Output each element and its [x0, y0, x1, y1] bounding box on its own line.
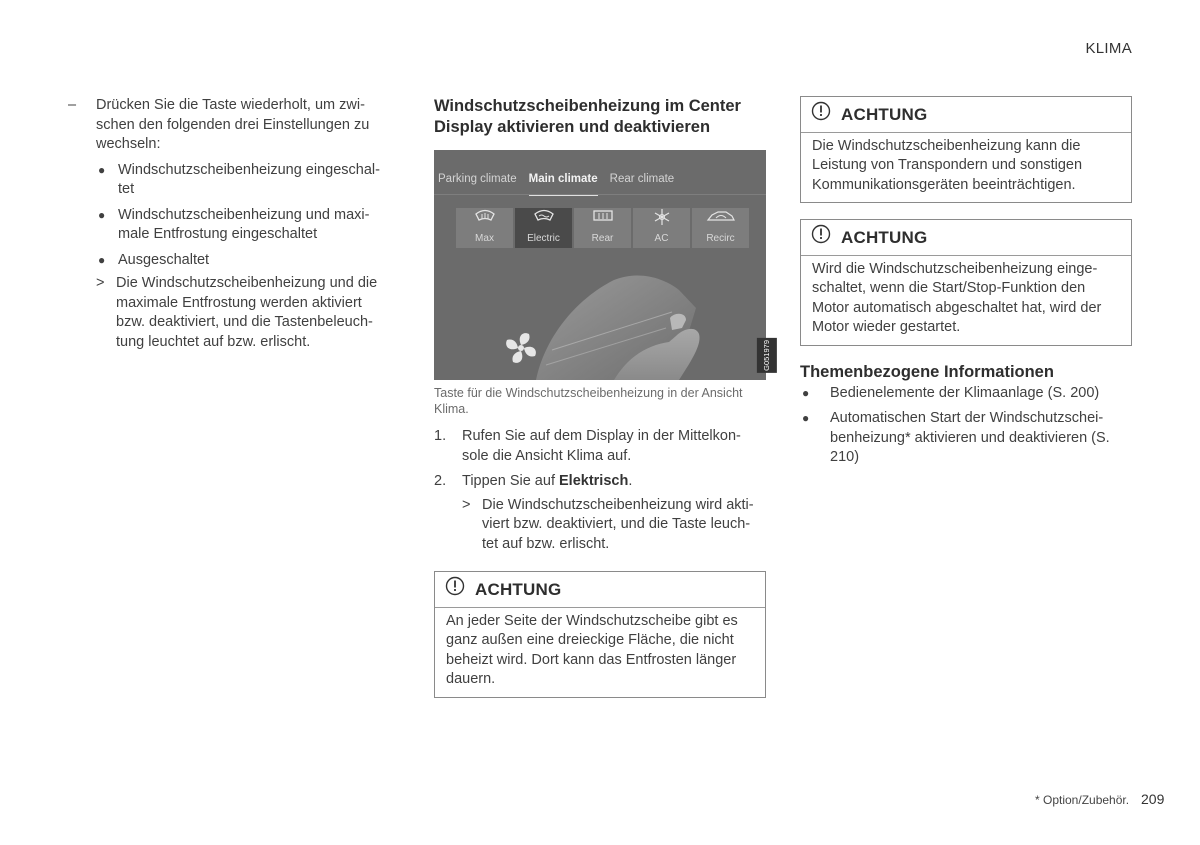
button-reference: Elektrisch: [559, 473, 629, 489]
climate-button-row: [456, 208, 749, 248]
warning-title: ACHTUNG: [841, 227, 928, 247]
footnote: * Option/Zubehör.: [1035, 793, 1130, 807]
column-middle: [434, 96, 771, 698]
bullet-icon: ●: [98, 162, 106, 177]
step-text: [462, 472, 766, 492]
numbered-step: [434, 427, 766, 466]
max-defrost-button[interactable]: Max: [456, 208, 513, 248]
bullet-icon: ●: [802, 411, 810, 425]
instruction-step: [68, 96, 390, 155]
info-circle-icon: [811, 101, 831, 128]
list-item: [96, 206, 390, 245]
dash-marker: –: [68, 97, 77, 113]
ac-button[interactable]: AC: [633, 208, 690, 248]
related-link-text[interactable]: Bedienelemente der Klimaanlage (S. 200): [830, 384, 1100, 401]
related-link-text[interactable]: Automatischen Start der Windschutzschei-benheizung* aktivieren und deaktivieren (S. 210): [830, 410, 1110, 465]
rear-defrost-icon: [574, 208, 631, 232]
warning-box: [800, 96, 1132, 203]
list-item: [96, 251, 390, 271]
result-item: [96, 274, 390, 352]
step-text: Rufen Sie auf dem Display in der Mittelkon-sole die Ansicht Klima auf.: [462, 428, 741, 464]
list-item-text: Windschutzscheibenheizung eingeschal-tet: [118, 161, 380, 197]
result-text: Die Windschutzscheibenheizung wird akti-viert bzw. deaktiviert, und die Taste leuch-tet auf bzw. erlischt.: [482, 496, 754, 552]
bullet-icon: ●: [98, 252, 106, 267]
related-link[interactable]: [800, 409, 1132, 468]
column-left: [68, 96, 390, 352]
rear-defrost-button[interactable]: Rear: [574, 208, 631, 248]
warning-box: [434, 571, 766, 698]
numbered-step: [434, 472, 766, 492]
info-circle-icon: [445, 576, 465, 603]
ac-icon: [633, 208, 690, 232]
tab-main-climate[interactable]: Main climate: [529, 170, 610, 190]
recirculation-button[interactable]: Recirc: [692, 208, 749, 248]
related-info-heading: Themenbezogene Informationen: [800, 362, 1054, 381]
list-item-text: Windschutzscheibenheizung und maxi-male Entfrostung eingeschaltet: [118, 206, 370, 242]
list-item-text: Ausgeschaltet: [118, 251, 210, 268]
running-header: KLIMA: [1085, 40, 1132, 57]
page-number: 209: [1141, 791, 1165, 807]
related-link[interactable]: [800, 384, 1132, 404]
result-marker: >: [96, 275, 105, 291]
step-text-prefix: Tippen Sie auf: [462, 473, 559, 489]
warning-text: An jeder Seite der Windschutzscheibe gibt es ganz außen eine dreieckige Fläche, die nicht beheizt wird. Dort kann das Entfrosten länger dauern.: [446, 612, 738, 687]
result-text: Die Windschutzscheibenheizung und die maximale Entfrostung werden aktiviert bzw. deaktiviert, und die Tastenbeleuch-tung leuchtet auf bzw. erlischt.: [116, 275, 378, 350]
max-defrost-icon: [456, 208, 513, 232]
electric-windshield-icon: [515, 208, 572, 232]
section-heading: Windschutzscheibenheizung im Center Display aktivieren und deaktivieren: [434, 97, 741, 136]
bullet-icon: ●: [98, 207, 106, 222]
warning-box: [800, 219, 1132, 346]
step-number: 2.: [434, 473, 447, 489]
figure-code: G051979: [757, 338, 777, 373]
tab-rear-climate[interactable]: Rear climate: [609, 173, 675, 185]
fan-icon: [506, 333, 536, 363]
info-circle-icon: [811, 224, 831, 251]
figure-caption: Taste für die Windschutzscheibenheizung in der Ansicht Klima.: [434, 386, 743, 416]
warning-title: ACHTUNG: [841, 104, 928, 124]
warning-title: ACHTUNG: [475, 579, 562, 599]
step-text-suffix: .: [628, 473, 633, 489]
warning-text: Die Windschutzscheibenheizung kann die Leistung von Transpondern und sonstigen Kommunikationsgeräten beeinträchtigen.: [812, 137, 1083, 193]
center-display-figure: [434, 150, 771, 380]
list-item: [96, 161, 390, 200]
climate-tab-bar: [438, 170, 686, 190]
result-item: [462, 496, 766, 555]
warning-text: Wird die Windschutzscheibenheizung einge-schaltet, wenn die Start/Stop-Funktion den Motor automatisch abgeschaltet hat, wird der Motor wieder gestartet.: [812, 260, 1102, 335]
step-number: 1.: [434, 428, 447, 444]
result-marker: >: [462, 496, 471, 513]
bullet-icon: ●: [802, 385, 810, 400]
tab-parking-climate[interactable]: Parking climate: [438, 173, 517, 185]
recirculation-icon: [692, 208, 749, 232]
instruction-text: Drücken Sie die Taste wiederholt, um zwi-schen den folgenden drei Einstellungen zu wechseln:: [96, 97, 370, 152]
column-right: [800, 96, 1132, 468]
electric-windshield-button[interactable]: Electric: [515, 208, 572, 248]
tab-divider: [434, 194, 766, 195]
